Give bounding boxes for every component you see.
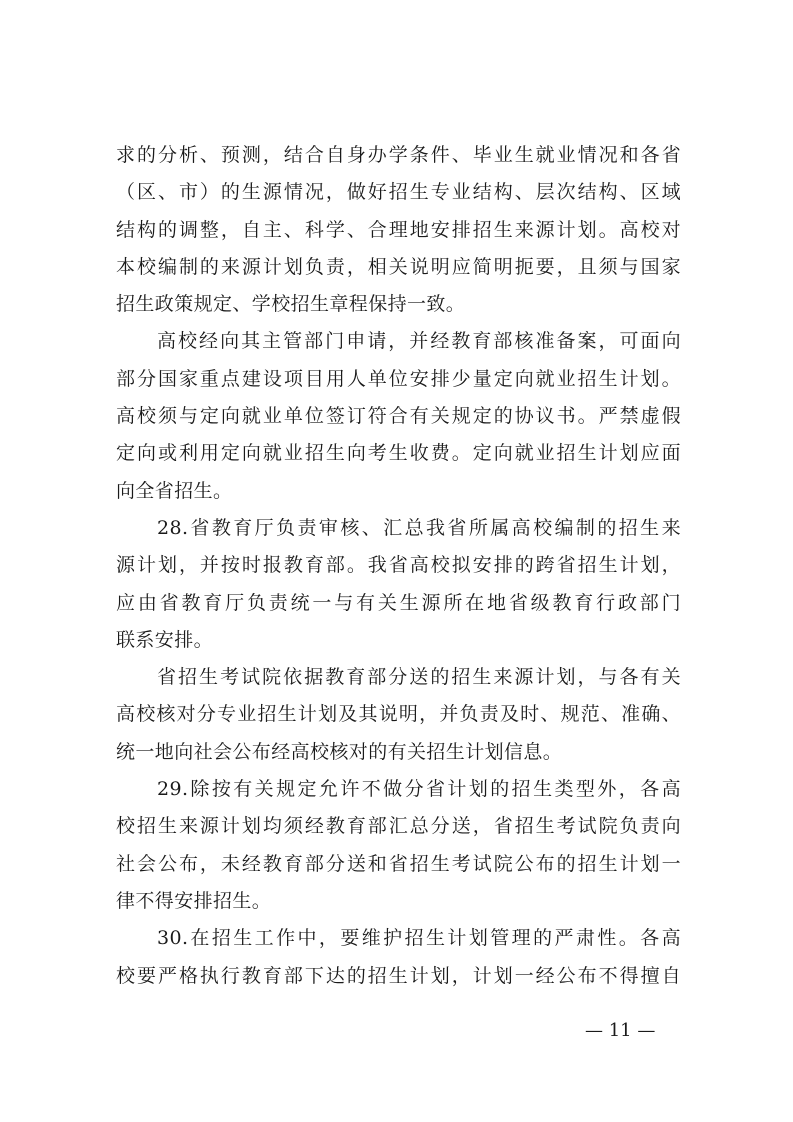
paragraph-3 xyxy=(116,510,681,659)
text-line: 向全省招生。 xyxy=(116,479,233,502)
paragraph-4 xyxy=(116,659,681,771)
text-line: 社会公布，未经教育部分送和省招生考试院公布的招生计划一 xyxy=(116,852,681,875)
text-line: 校招生来源计划均须经教育部汇总分送，省招生考试院负责向 xyxy=(116,815,681,838)
paragraph-5 xyxy=(116,771,681,920)
text-line: 28.省教育厅负责审核、汇总我省所属高校编制的招生来 xyxy=(157,516,681,539)
page-number: — 11 — xyxy=(585,1020,656,1041)
text-line: 高校核对分专业招生计划及其说明，并负责及时、规范、准确、 xyxy=(116,703,681,726)
text-line: 结构的调整，自主、科学、合理地安排招生来源计划。高校对 xyxy=(116,218,681,241)
text-line: 校要严格执行教育部下达的招生计划，计划一经公布不得擅自 xyxy=(116,964,681,987)
text-line: 招生政策规定、学校招生章程保持一致。 xyxy=(116,293,466,316)
text-line: 律不得安排招生。 xyxy=(116,889,272,912)
text-line: 高校须与定向就业单位签订符合有关规定的协议书。严禁虚假 xyxy=(116,405,681,428)
text-line: 省招生考试院依据教育部分送的招生来源计划，与各有关 xyxy=(157,666,681,689)
text-line: 联系安排。 xyxy=(116,628,214,651)
body-text xyxy=(116,137,681,995)
text-line: 统一地向社会公布经高校核对的有关招生计划信息。 xyxy=(116,740,563,763)
paragraph-6 xyxy=(116,920,681,995)
paragraph-1 xyxy=(116,137,681,323)
text-line: 本校编制的来源计划负责，相关说明应简明扼要，且须与国家 xyxy=(116,255,681,278)
text-line: 求的分析、预测，结合自身办学条件、毕业生就业情况和各省 xyxy=(116,144,681,166)
text-line: 30.在招生工作中，要维护招生计划管理的严肃性。各高 xyxy=(157,927,681,950)
text-line: 源计划，并按时报教育部。我省高校拟安排的跨省招生计划， xyxy=(116,554,681,577)
text-line: 高校经向其主管部门申请，并经教育部核准备案，可面向 xyxy=(157,330,681,353)
text-line: 部分国家重点建设项目用人单位安排少量定向就业招生计划。 xyxy=(116,367,681,390)
paragraph-2 xyxy=(116,323,681,509)
text-line: 应由省教育厅负责统一与有关生源所在地省级教育行政部门 xyxy=(116,591,681,614)
text-line: 29.除按有关规定允许不做分省计划的招生类型外，各高 xyxy=(157,778,681,801)
text-line: 定向或利用定向就业招生向考生收费。定向就业招生计划应面 xyxy=(116,442,681,465)
text-line: （区、市）的生源情况，做好招生专业结构、层次结构、区域 xyxy=(116,181,681,204)
